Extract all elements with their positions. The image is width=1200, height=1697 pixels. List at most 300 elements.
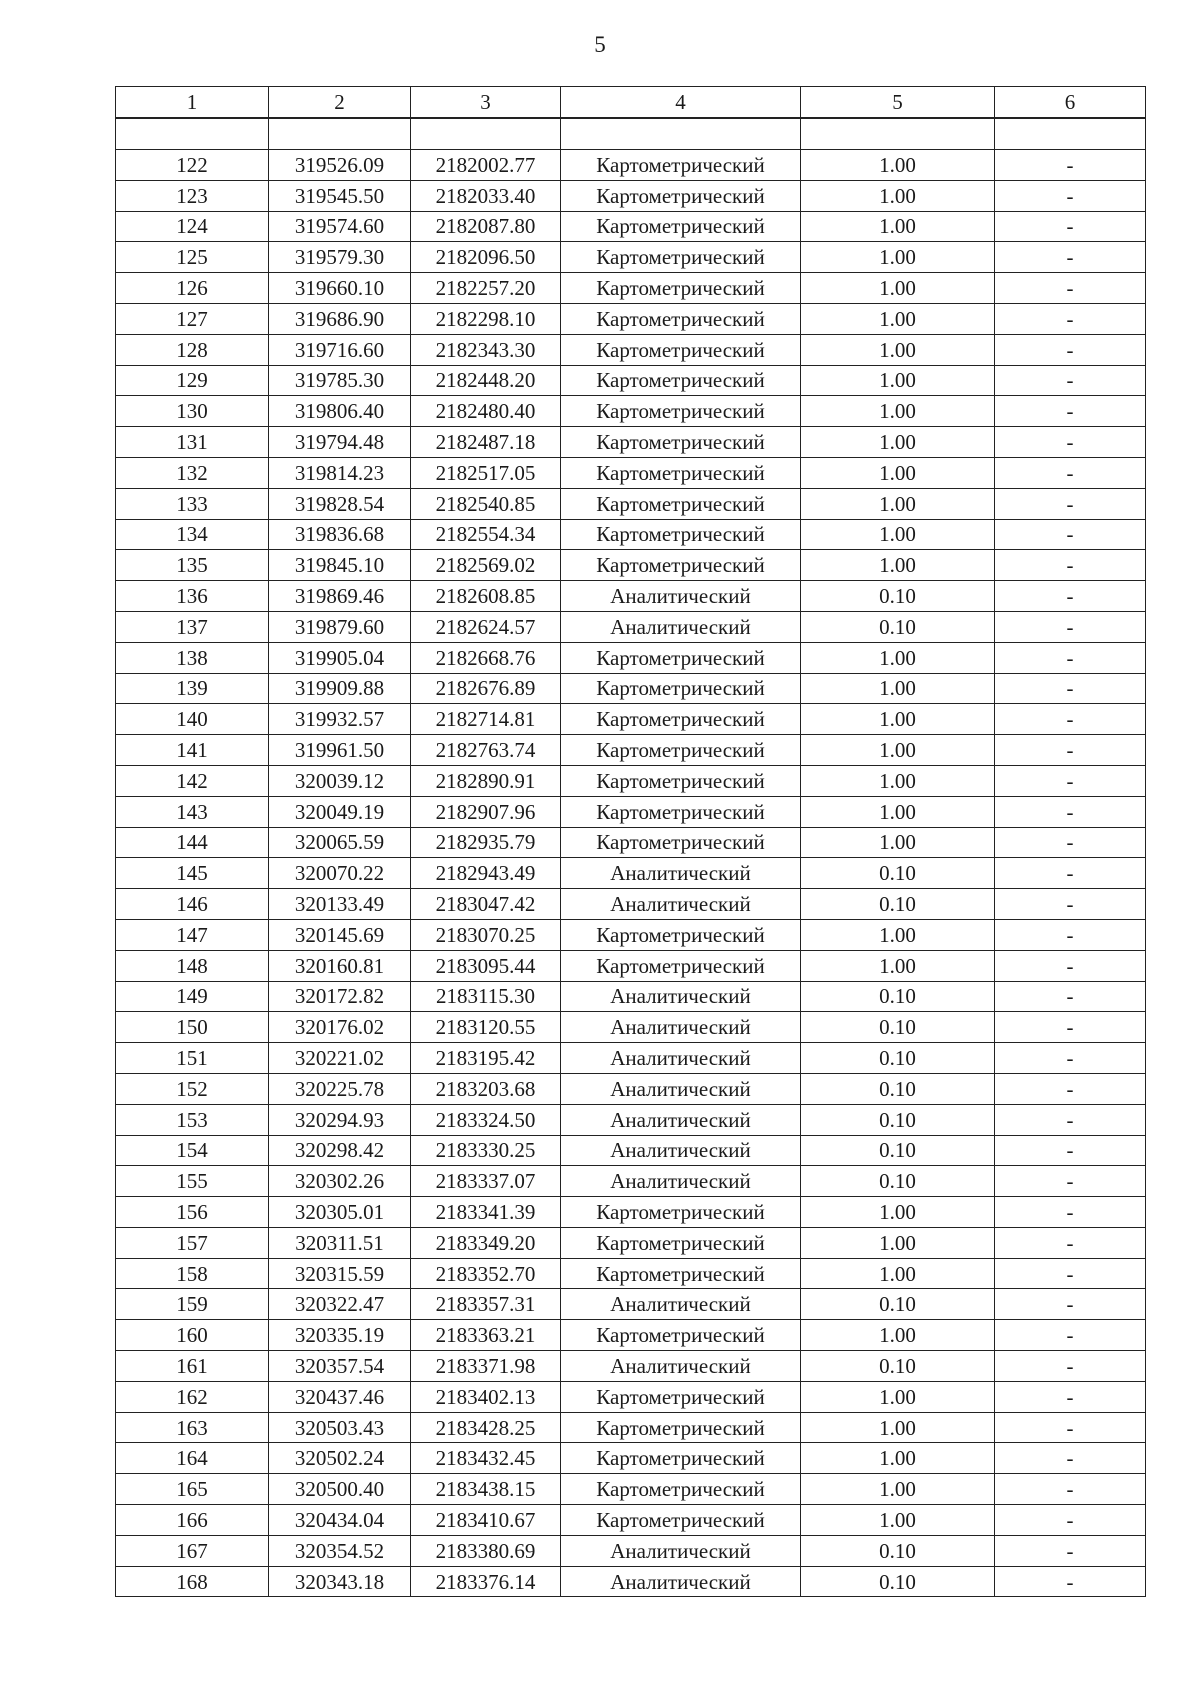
table-cell: 0.10 xyxy=(801,889,995,920)
table-cell: 163 xyxy=(116,1412,269,1443)
table-cell: 319794.48 xyxy=(269,427,411,458)
table-cell: 320311.51 xyxy=(269,1227,411,1258)
table-row xyxy=(116,1289,1146,1320)
column-header: 3 xyxy=(411,87,561,119)
table-cell: 319961.50 xyxy=(269,735,411,766)
column-header: 1 xyxy=(116,87,269,119)
table-row xyxy=(116,1012,1146,1043)
table-row xyxy=(116,889,1146,920)
table-row xyxy=(116,1443,1146,1474)
table-cell: 320172.82 xyxy=(269,981,411,1012)
table-cell: - xyxy=(995,273,1146,304)
table-row xyxy=(116,1474,1146,1505)
table-cell: 151 xyxy=(116,1043,269,1074)
table-cell: 154 xyxy=(116,1135,269,1166)
table-cell: 148 xyxy=(116,950,269,981)
table-cell: Картометрический xyxy=(561,457,801,488)
table-cell: 2183349.20 xyxy=(411,1227,561,1258)
table-cell: 320302.26 xyxy=(269,1166,411,1197)
table-cell: 1.00 xyxy=(801,365,995,396)
table-cell: 2182714.81 xyxy=(411,704,561,735)
table-cell: Аналитический xyxy=(561,981,801,1012)
table-cell: 146 xyxy=(116,889,269,920)
table-cell: 2183402.13 xyxy=(411,1381,561,1412)
table-cell: 319526.09 xyxy=(269,150,411,181)
table-cell: 133 xyxy=(116,488,269,519)
table-cell: 134 xyxy=(116,519,269,550)
table-cell: 1.00 xyxy=(801,827,995,858)
table-cell: Аналитический xyxy=(561,1566,801,1597)
coordinates-table xyxy=(115,86,1146,1597)
table-cell: Картометрический xyxy=(561,1197,801,1228)
table-cell: 144 xyxy=(116,827,269,858)
table-cell: - xyxy=(995,150,1146,181)
table-cell xyxy=(801,118,995,150)
table-cell: Картометрический xyxy=(561,1258,801,1289)
table-cell: Картометрический xyxy=(561,735,801,766)
table-cell: - xyxy=(995,396,1146,427)
table-cell: 161 xyxy=(116,1351,269,1382)
table-cell: Картометрический xyxy=(561,1381,801,1412)
table-cell: - xyxy=(995,642,1146,673)
table-cell: - xyxy=(995,1381,1146,1412)
table-cell: Картометрический xyxy=(561,765,801,796)
table-cell: Картометрический xyxy=(561,1443,801,1474)
table-cell: 0.10 xyxy=(801,1351,995,1382)
table-row xyxy=(116,1381,1146,1412)
table-row xyxy=(116,1351,1146,1382)
table-cell: Аналитический xyxy=(561,1073,801,1104)
table-cell: 155 xyxy=(116,1166,269,1197)
table-cell: 160 xyxy=(116,1320,269,1351)
table-cell: 1.00 xyxy=(801,1320,995,1351)
table-cell: 137 xyxy=(116,611,269,642)
table-row xyxy=(116,735,1146,766)
table-cell: 1.00 xyxy=(801,1474,995,1505)
table-cell: 138 xyxy=(116,642,269,673)
table-row xyxy=(116,242,1146,273)
table-row xyxy=(116,396,1146,427)
table-row xyxy=(116,796,1146,827)
table-cell: 2182517.05 xyxy=(411,457,561,488)
table-cell: - xyxy=(995,550,1146,581)
table-cell: 2182257.20 xyxy=(411,273,561,304)
table-cell: 2182569.02 xyxy=(411,550,561,581)
table-cell: 127 xyxy=(116,303,269,334)
table-cell: 2183376.14 xyxy=(411,1566,561,1597)
table-cell: 165 xyxy=(116,1474,269,1505)
table-cell: Картометрический xyxy=(561,704,801,735)
table-cell: 320437.46 xyxy=(269,1381,411,1412)
table-cell: - xyxy=(995,519,1146,550)
table-cell: Аналитический xyxy=(561,611,801,642)
table-cell: 2183047.42 xyxy=(411,889,561,920)
table-row xyxy=(116,1227,1146,1258)
table-cell: 2182907.96 xyxy=(411,796,561,827)
table-cell: 0.10 xyxy=(801,581,995,612)
table-cell: Картометрический xyxy=(561,242,801,273)
column-header: 4 xyxy=(561,87,801,119)
column-number-row xyxy=(116,87,1146,119)
table-cell: 319869.46 xyxy=(269,581,411,612)
table-cell: 319814.23 xyxy=(269,457,411,488)
table-cell: Картометрический xyxy=(561,1320,801,1351)
table-cell: 319836.68 xyxy=(269,519,411,550)
table-cell: - xyxy=(995,704,1146,735)
table-cell: 320434.04 xyxy=(269,1505,411,1536)
table-cell: 0.10 xyxy=(801,1289,995,1320)
table-cell: Картометрический xyxy=(561,950,801,981)
table-row xyxy=(116,488,1146,519)
table-cell: - xyxy=(995,858,1146,889)
table-cell: Картометрический xyxy=(561,673,801,704)
table-row xyxy=(116,427,1146,458)
table-row xyxy=(116,211,1146,242)
table-cell: 320065.59 xyxy=(269,827,411,858)
table-cell: 166 xyxy=(116,1505,269,1536)
table-cell: 2183410.67 xyxy=(411,1505,561,1536)
table-cell: 2183428.25 xyxy=(411,1412,561,1443)
table-cell: - xyxy=(995,365,1146,396)
table-cell: Аналитический xyxy=(561,1289,801,1320)
table-cell: - xyxy=(995,1566,1146,1597)
table-cell: 2182763.74 xyxy=(411,735,561,766)
table-cell: 1.00 xyxy=(801,303,995,334)
table-row xyxy=(116,1505,1146,1536)
table-cell: - xyxy=(995,827,1146,858)
table-cell: 0.10 xyxy=(801,1043,995,1074)
table-cell xyxy=(561,118,801,150)
table-cell: 2183095.44 xyxy=(411,950,561,981)
table-cell: 1.00 xyxy=(801,1412,995,1443)
table-cell: 142 xyxy=(116,765,269,796)
table-cell: - xyxy=(995,1351,1146,1382)
table-cell: 2183357.31 xyxy=(411,1289,561,1320)
table-row xyxy=(116,858,1146,889)
table-cell: - xyxy=(995,1258,1146,1289)
table-cell: Аналитический xyxy=(561,1166,801,1197)
table-cell: 320357.54 xyxy=(269,1351,411,1382)
table-row xyxy=(116,950,1146,981)
table-row xyxy=(116,1135,1146,1166)
table-cell: Картометрический xyxy=(561,150,801,181)
table-cell: 0.10 xyxy=(801,1135,995,1166)
table-cell: Аналитический xyxy=(561,1135,801,1166)
table-cell: 1.00 xyxy=(801,704,995,735)
table-cell: 130 xyxy=(116,396,269,427)
table-cell: 1.00 xyxy=(801,519,995,550)
table-row xyxy=(116,827,1146,858)
table-cell: Аналитический xyxy=(561,1012,801,1043)
table-cell: 0.10 xyxy=(801,1073,995,1104)
table-cell: Картометрический xyxy=(561,488,801,519)
table-cell: 1.00 xyxy=(801,642,995,673)
table-cell: - xyxy=(995,1135,1146,1166)
table-row xyxy=(116,1166,1146,1197)
table-cell: 140 xyxy=(116,704,269,735)
table-cell: 2183380.69 xyxy=(411,1535,561,1566)
table-cell: 158 xyxy=(116,1258,269,1289)
table-row xyxy=(116,303,1146,334)
table-cell: - xyxy=(995,180,1146,211)
table-cell: Картометрический xyxy=(561,273,801,304)
table-cell: 1.00 xyxy=(801,919,995,950)
table-cell: - xyxy=(995,611,1146,642)
table-row xyxy=(116,180,1146,211)
table-cell: 1.00 xyxy=(801,273,995,304)
table-cell: 320294.93 xyxy=(269,1104,411,1135)
table-cell: - xyxy=(995,1012,1146,1043)
table-cell: 123 xyxy=(116,180,269,211)
table-row xyxy=(116,642,1146,673)
table-cell: - xyxy=(995,673,1146,704)
table-cell: 320335.19 xyxy=(269,1320,411,1351)
table-cell: 2183070.25 xyxy=(411,919,561,950)
table-cell: Картометрический xyxy=(561,519,801,550)
table-cell: 129 xyxy=(116,365,269,396)
table-row xyxy=(116,365,1146,396)
table-cell: 1.00 xyxy=(801,427,995,458)
table-cell: 1.00 xyxy=(801,242,995,273)
table-cell: - xyxy=(995,889,1146,920)
table-row xyxy=(116,1073,1146,1104)
table-cell: 2183120.55 xyxy=(411,1012,561,1043)
table-cell: Картометрический xyxy=(561,180,801,211)
table-cell: 2183371.98 xyxy=(411,1351,561,1382)
table-cell: - xyxy=(995,796,1146,827)
table-row xyxy=(116,673,1146,704)
table-cell: - xyxy=(995,1043,1146,1074)
table-cell: - xyxy=(995,242,1146,273)
table-row xyxy=(116,1197,1146,1228)
table-cell: 139 xyxy=(116,673,269,704)
table-cell: 320322.47 xyxy=(269,1289,411,1320)
table-cell: 0.10 xyxy=(801,611,995,642)
table-cell: Картометрический xyxy=(561,365,801,396)
table-row xyxy=(116,1320,1146,1351)
table-cell: 2183324.50 xyxy=(411,1104,561,1135)
table-cell: 145 xyxy=(116,858,269,889)
table-cell: 157 xyxy=(116,1227,269,1258)
table-cell: 0.10 xyxy=(801,1566,995,1597)
table-row xyxy=(116,981,1146,1012)
table-cell: - xyxy=(995,1166,1146,1197)
table-cell: - xyxy=(995,1073,1146,1104)
table-cell: 2182480.40 xyxy=(411,396,561,427)
table-cell: 150 xyxy=(116,1012,269,1043)
table-cell: 2183203.68 xyxy=(411,1073,561,1104)
table-cell: - xyxy=(995,1104,1146,1135)
table-cell: - xyxy=(995,303,1146,334)
table-cell: 2183115.30 xyxy=(411,981,561,1012)
table-row xyxy=(116,1104,1146,1135)
table-cell: - xyxy=(995,1474,1146,1505)
table-cell: 1.00 xyxy=(801,211,995,242)
table-cell: 1.00 xyxy=(801,1227,995,1258)
column-header: 6 xyxy=(995,87,1146,119)
table-row xyxy=(116,581,1146,612)
table-cell: 320305.01 xyxy=(269,1197,411,1228)
table-cell: 1.00 xyxy=(801,488,995,519)
table-row xyxy=(116,334,1146,365)
table-cell: 131 xyxy=(116,427,269,458)
table-cell: 136 xyxy=(116,581,269,612)
table-cell: 1.00 xyxy=(801,1258,995,1289)
table-cell: - xyxy=(995,1197,1146,1228)
table-cell: 320500.40 xyxy=(269,1474,411,1505)
table-cell: Аналитический xyxy=(561,1535,801,1566)
table-cell: - xyxy=(995,919,1146,950)
table-cell: 320070.22 xyxy=(269,858,411,889)
table-cell: 135 xyxy=(116,550,269,581)
table-cell: Картометрический xyxy=(561,334,801,365)
table-cell: 320049.19 xyxy=(269,796,411,827)
table-cell: 125 xyxy=(116,242,269,273)
table-cell: 320315.59 xyxy=(269,1258,411,1289)
table-cell: - xyxy=(995,1443,1146,1474)
table-cell: 2182002.77 xyxy=(411,150,561,181)
table-cell: 319545.50 xyxy=(269,180,411,211)
column-header: 2 xyxy=(269,87,411,119)
table-cell: 153 xyxy=(116,1104,269,1135)
table-cell: 2183337.07 xyxy=(411,1166,561,1197)
table-cell: 2182554.34 xyxy=(411,519,561,550)
table-cell: Аналитический xyxy=(561,858,801,889)
table-cell: Аналитический xyxy=(561,1351,801,1382)
table-cell: 156 xyxy=(116,1197,269,1228)
table-cell: 2183341.39 xyxy=(411,1197,561,1228)
table-cell: Картометрический xyxy=(561,796,801,827)
table-cell: 2183352.70 xyxy=(411,1258,561,1289)
table-cell: 319905.04 xyxy=(269,642,411,673)
table-cell: 2182935.79 xyxy=(411,827,561,858)
table-row xyxy=(116,457,1146,488)
table-cell: 0.10 xyxy=(801,981,995,1012)
table-cell: 1.00 xyxy=(801,1505,995,1536)
column-header: 5 xyxy=(801,87,995,119)
table-row xyxy=(116,273,1146,304)
table-cell: 320502.24 xyxy=(269,1443,411,1474)
table-cell: - xyxy=(995,1505,1146,1536)
table-cell: 2182087.80 xyxy=(411,211,561,242)
table-cell: 2182608.85 xyxy=(411,581,561,612)
table-cell: 1.00 xyxy=(801,1197,995,1228)
table-cell: Аналитический xyxy=(561,1043,801,1074)
table-row xyxy=(116,1258,1146,1289)
table-cell: - xyxy=(995,765,1146,796)
table-cell: 132 xyxy=(116,457,269,488)
table-cell: 167 xyxy=(116,1535,269,1566)
table-row xyxy=(116,550,1146,581)
table-row xyxy=(116,611,1146,642)
table-cell: 1.00 xyxy=(801,1381,995,1412)
table-cell: 2182676.89 xyxy=(411,673,561,704)
table-cell: 1.00 xyxy=(801,735,995,766)
table-cell xyxy=(411,118,561,150)
table-cell: Картометрический xyxy=(561,396,801,427)
table-cell: - xyxy=(995,581,1146,612)
table-cell: - xyxy=(995,1289,1146,1320)
table-cell: 0.10 xyxy=(801,1166,995,1197)
table-cell: 319806.40 xyxy=(269,396,411,427)
table-cell: 1.00 xyxy=(801,765,995,796)
table-cell: 1.00 xyxy=(801,396,995,427)
table-cell: 2183330.25 xyxy=(411,1135,561,1166)
table-cell: 0.10 xyxy=(801,858,995,889)
table-cell: Картометрический xyxy=(561,1474,801,1505)
table-cell: 2182624.57 xyxy=(411,611,561,642)
table-cell: 1.00 xyxy=(801,796,995,827)
table-cell: - xyxy=(995,1412,1146,1443)
table-cell: - xyxy=(995,950,1146,981)
table-cell: 1.00 xyxy=(801,150,995,181)
table-cell: 320354.52 xyxy=(269,1535,411,1566)
table-cell: 320160.81 xyxy=(269,950,411,981)
table-row xyxy=(116,1043,1146,1074)
table-cell xyxy=(269,118,411,150)
table-cell: 0.10 xyxy=(801,1104,995,1135)
table-cell: 320176.02 xyxy=(269,1012,411,1043)
table-cell: 124 xyxy=(116,211,269,242)
table-cell: 0.10 xyxy=(801,1012,995,1043)
table-row xyxy=(116,150,1146,181)
table-row xyxy=(116,1566,1146,1597)
table-cell: 2182890.91 xyxy=(411,765,561,796)
table-cell: 152 xyxy=(116,1073,269,1104)
table-row xyxy=(116,765,1146,796)
table-cell: 320221.02 xyxy=(269,1043,411,1074)
table-cell: 319785.30 xyxy=(269,365,411,396)
table-cell: Картометрический xyxy=(561,1227,801,1258)
table-cell: 168 xyxy=(116,1566,269,1597)
table-cell: 122 xyxy=(116,150,269,181)
table-row xyxy=(116,1535,1146,1566)
table-cell: Картометрический xyxy=(561,303,801,334)
table-cell: 1.00 xyxy=(801,673,995,704)
table-cell: 2182448.20 xyxy=(411,365,561,396)
table-cell: Аналитический xyxy=(561,889,801,920)
table-cell: 2183432.45 xyxy=(411,1443,561,1474)
table-cell: - xyxy=(995,334,1146,365)
table-cell: Аналитический xyxy=(561,1104,801,1135)
table-cell: 1.00 xyxy=(801,550,995,581)
table-cell: 1.00 xyxy=(801,334,995,365)
table-cell: 162 xyxy=(116,1381,269,1412)
table-cell: 320225.78 xyxy=(269,1073,411,1104)
table-cell: 319909.88 xyxy=(269,673,411,704)
table-cell: 2182668.76 xyxy=(411,642,561,673)
table-cell: 319574.60 xyxy=(269,211,411,242)
table-cell: 2183438.15 xyxy=(411,1474,561,1505)
table-cell: - xyxy=(995,211,1146,242)
table-cell: - xyxy=(995,1227,1146,1258)
table-cell: 2182096.50 xyxy=(411,242,561,273)
table-cell: 2182540.85 xyxy=(411,488,561,519)
table-cell: 2182487.18 xyxy=(411,427,561,458)
table-cell: - xyxy=(995,457,1146,488)
table-cell: - xyxy=(995,488,1146,519)
table-cell: 319660.10 xyxy=(269,273,411,304)
table-cell: 141 xyxy=(116,735,269,766)
table-cell: 320039.12 xyxy=(269,765,411,796)
blank-row xyxy=(116,118,1146,150)
table-row xyxy=(116,519,1146,550)
table-cell: 320298.42 xyxy=(269,1135,411,1166)
table-cell: 143 xyxy=(116,796,269,827)
table-row xyxy=(116,704,1146,735)
table-cell: - xyxy=(995,981,1146,1012)
table-cell: Картометрический xyxy=(561,427,801,458)
